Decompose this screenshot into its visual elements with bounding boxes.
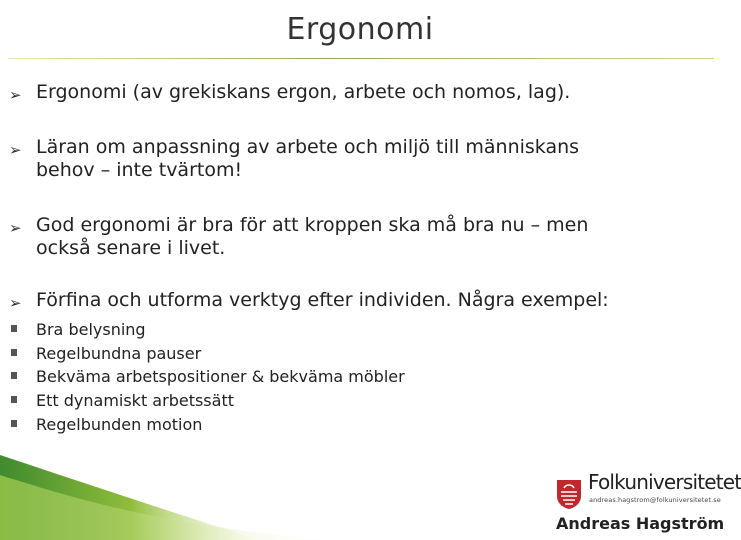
bullet-1: [36, 81, 696, 104]
folkuniversitetet-logo: [552, 470, 741, 538]
logo-subline: andreas.hagstrom@folkuniversitetet.se: [589, 496, 721, 504]
sub-bullet-3: Bekväma arbetspositioner & bekväma möbler: [36, 367, 405, 386]
bullet-2-line-1: Läran om anpassning av arbete och miljö till människans: [36, 136, 580, 158]
sub-bullet-1: Bra belysning: [36, 320, 146, 339]
arrow-bullet-icon: ➢: [9, 141, 22, 159]
square-bullet-icon: [11, 325, 17, 332]
bullet-3-line-1: God ergonomi är bra för att kroppen ska må bra nu – men: [36, 214, 589, 236]
square-bullet-icon: [11, 349, 17, 356]
square-bullet-icon: [11, 372, 17, 379]
slide-title: Ergonomi: [286, 12, 434, 47]
bullet-1-line-1: Ergonomi (av grekiskans ergon, arbete och nomos, lag).: [36, 81, 571, 103]
sub-bullet-5: Regelbunden motion: [36, 415, 203, 434]
square-bullet-icon: [11, 396, 17, 403]
bullet-2-line-2: behov – inte tvärtom!: [36, 159, 243, 181]
sub-bullet-2: Regelbundna pauser: [36, 344, 202, 363]
bullet-4: [36, 289, 696, 312]
arrow-bullet-icon: ➢: [9, 219, 22, 237]
bullet-4-line-1: Förfina och utforma verktyg efter individen. Några exempel:: [36, 289, 609, 311]
title-divider: [8, 58, 714, 59]
bullet-2: [36, 136, 696, 182]
bullet-3: [36, 214, 696, 260]
bullet-3-line-2: också senare i livet.: [36, 237, 226, 259]
folkuniversitetet-logo-icon: [555, 478, 583, 510]
logo-person-name: Andreas Hagström: [556, 514, 725, 533]
sub-bullet-4: Ett dynamiskt arbetssätt: [36, 391, 234, 410]
logo-org-name: Folkuniversitetet: [588, 470, 741, 494]
arrow-bullet-icon: ➢: [9, 294, 22, 312]
arrow-bullet-icon: ➢: [9, 86, 22, 104]
square-bullet-icon: [11, 420, 17, 427]
